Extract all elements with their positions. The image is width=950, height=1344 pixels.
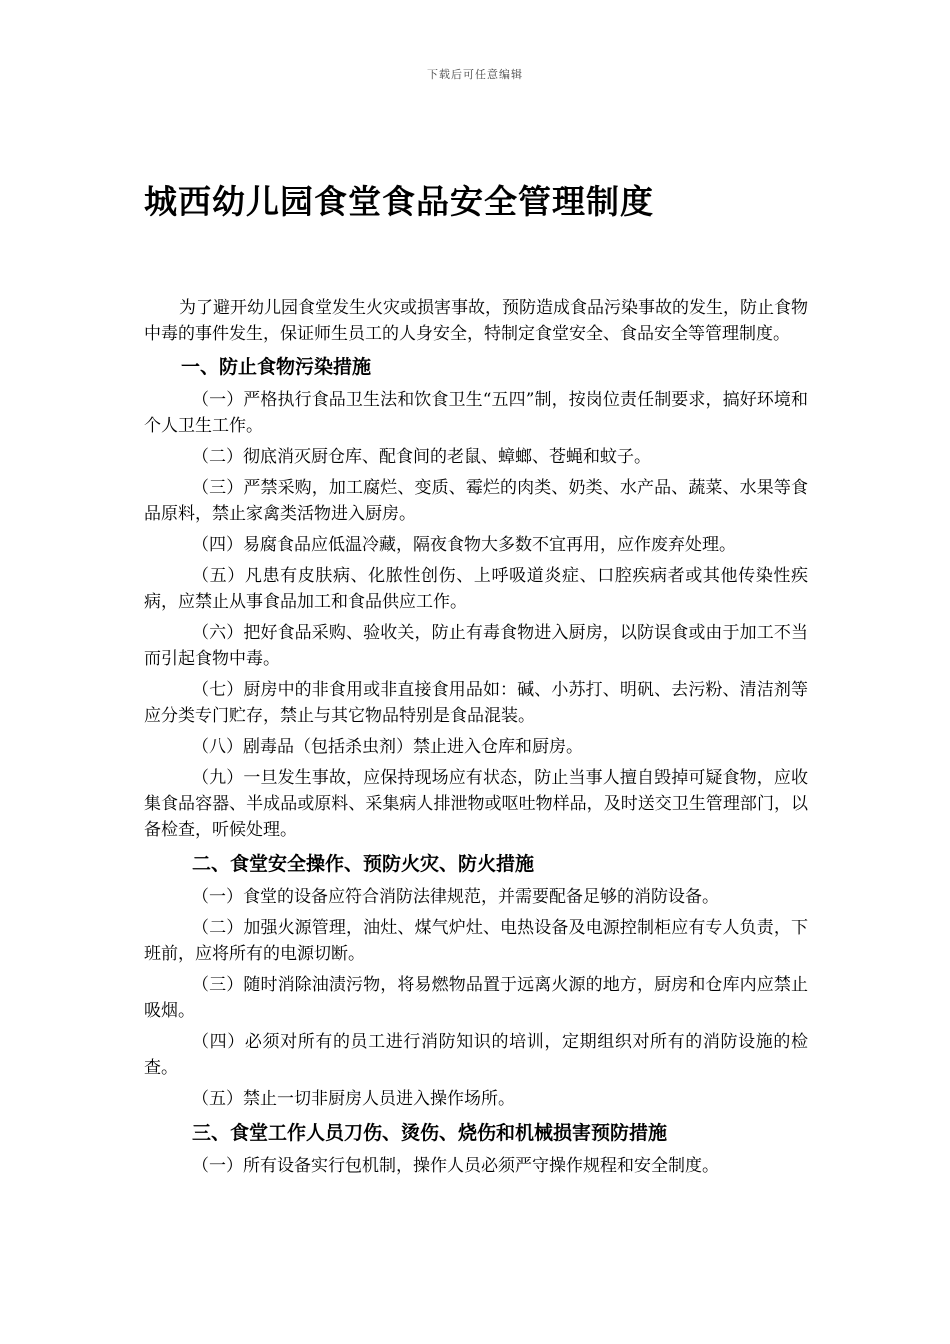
section-1-item-4: （四）易腐食品应低温冷藏，隔夜食物大多数不宜再用，应作废弃处理。 <box>192 535 736 555</box>
document-title: 城西幼儿园食堂食品安全管理制度 <box>144 182 654 221</box>
section-1-item-7: （七）厨房中的非食用或非直接食用品如：碱、小苏打、明矾、去污粉、清洁剂等应分类专门贮存，禁止与其它物品特别是食品混装。 <box>144 680 808 726</box>
section-1-item-3: （三）严禁采购，加工腐烂、变质、霉烂的肉类、奶类、水产品、蔬菜、水果等食品原料，禁止家禽类活物进入厨房。 <box>144 478 808 524</box>
section-2-item-3: （三）随时消除油渍污物，将易燃物品置于远离火源的地方，厨房和仓库内应禁止吸烟。 <box>144 975 808 1021</box>
section-1-item-1: （一）严格执行食品卫生法和饮食卫生“五四”制，按岗位责任制要求，搞好环境和个人卫生工作。 <box>144 390 808 436</box>
section-1-item-8: （八）剧毒品（包括杀虫剂）禁止进入仓库和厨房。 <box>192 737 583 757</box>
intro-paragraph: 为了避开幼儿园食堂发生火灾或损害事故，预防造成食品污染事故的发生，防止食物中毒的事件发生，保证师生员工的人身安全，特制定食堂安全、食品安全等管理制度。 <box>144 298 808 344</box>
header-note: 下载后可任意编辑 <box>427 68 523 81</box>
section-2-item-1: （一）食堂的设备应符合消防法律规范，并需要配备足够的消防设备。 <box>192 887 719 907</box>
section-1-item-9: （九）一旦发生事故，应保持现场应有状态，防止当事人擅自毁掉可疑食物，应收集食品容器、半成品或原料、采集病人排泄物或呕吐物样品，及时送交卫生管理部门，以备检查，听候处理。 <box>144 768 808 840</box>
document-body <box>144 295 808 1179</box>
section-heading-2: 二、食堂安全操作、预防火灾、防火措施 <box>192 853 535 875</box>
section-2-item-5: （五）禁止一切非厨房人员进入操作场所。 <box>192 1089 515 1109</box>
section-1-item-5: （五）凡患有皮肤病、化脓性创伤、上呼吸道炎症、口腔疾病者或其他传染性疾病，应禁止从事食品加工和食品供应工作。 <box>144 566 808 612</box>
section-3-item-1: （一）所有设备实行包机制，操作人员必须严守操作规程和安全制度。 <box>192 1156 719 1176</box>
section-heading-1: 一、防止食物污染措施 <box>181 356 372 378</box>
section-2-item-4: （四）必须对所有的员工进行消防知识的培训，定期组织对所有的消防设施的检查。 <box>144 1032 808 1078</box>
section-2-item-2: （二）加强火源管理，油灶、煤气炉灶、电热设备及电源控制柜应有专人负责，下班前，应将所有的电源切断。 <box>144 918 808 964</box>
section-1-item-2: （二）彻底消灭厨仓库、配食间的老鼠、蟑螂、苍蝇和蚊子。 <box>192 447 651 467</box>
section-1-item-6: （六）把好食品采购、验收关，防止有毒食物进入厨房，以防误食或由于加工不当而引起食物中毒。 <box>144 623 808 669</box>
section-heading-3: 三、食堂工作人员刀伤、烫伤、烧伤和机械损害预防措施 <box>192 1122 668 1144</box>
